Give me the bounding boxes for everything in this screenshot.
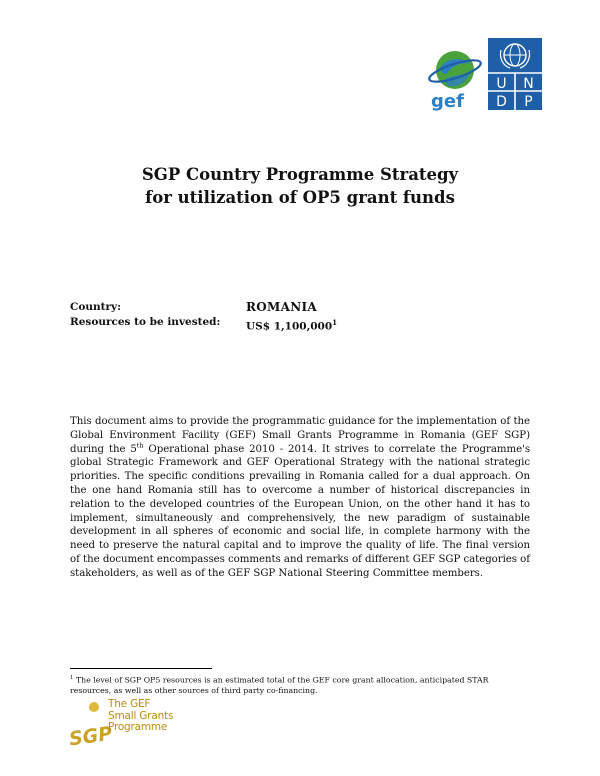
title-line-2: for utilization of OP5 grant funds bbox=[145, 188, 455, 207]
undp-letter-u: U bbox=[496, 76, 507, 92]
footnote-number: 1 bbox=[70, 675, 74, 681]
country-label: Country: bbox=[70, 301, 121, 313]
sgp-logo bbox=[67, 697, 178, 751]
country-row bbox=[70, 300, 337, 315]
sgp-line-2: Small Grants bbox=[108, 709, 174, 722]
resources-value bbox=[246, 315, 337, 335]
resources-row bbox=[70, 315, 337, 335]
gef-globe-logo bbox=[426, 44, 484, 110]
undp-letter-n: N bbox=[523, 76, 534, 92]
summary-part-1: This document aims to provide the programmatic guidance for the implementation of the Global Environment Facility (GEF) Small Grants Programme in Romania (GEF SGP) during the 5 bbox=[70, 416, 530, 455]
resources-label: Resources to be invested: bbox=[70, 316, 221, 328]
resources-amount: US$ 1,100,000 bbox=[246, 320, 333, 333]
footnote-separator bbox=[70, 668, 212, 669]
summary-paragraph bbox=[70, 415, 530, 581]
sgp-wordmark bbox=[108, 699, 184, 734]
footnote bbox=[70, 673, 510, 697]
undp-letter-d: D bbox=[496, 94, 507, 110]
document-title bbox=[0, 163, 600, 209]
sgp-mark-icon bbox=[67, 699, 114, 751]
sgp-line-1: The GEF bbox=[108, 698, 151, 710]
title-line-1: SGP Country Programme Strategy bbox=[141, 165, 459, 184]
ordinal-suffix: th bbox=[136, 441, 144, 450]
undp-logo bbox=[488, 38, 542, 110]
sgp-mark-text: SGP bbox=[67, 722, 114, 751]
header-logos bbox=[426, 38, 542, 110]
sgp-line-3: Programme bbox=[108, 721, 168, 734]
resources-footnote-ref: 1 bbox=[332, 318, 338, 327]
summary-part-2: Operational phase 2010 - 2014. It strives to correlate the Programme's global Strategic Framework and GEF Operational Strategy with the national strategic priorities. The specific conditions prevailing in Romania called for a dual approach. On the one hand Romania still has to overcome a number of historical discrepancies in relation to the developed countries of the European Union, on the other hand it has to implement, simultaneously and comprehensively, the new paradigm of sustainable development in all spheres of economic and social life, in complete harmony with the need to preserve the natural capital and to improve the quality of life. The final version of the document encompasses comments and remarks of different GEF SGP categories of stakeholders, as well as of the GEF SGP National Steering Committee members. bbox=[70, 443, 530, 579]
footnote-text: The level of SGP OP5 resources is an estimated total of the GEF core grant allocation, anticipated STAR resources, as well as other sources of third party co-financing. bbox=[70, 675, 489, 696]
undp-letter-p: P bbox=[524, 94, 533, 110]
gef-wordmark: gef bbox=[431, 91, 464, 112]
programme-metadata bbox=[70, 300, 337, 335]
country-value: ROMANIA bbox=[246, 300, 318, 314]
